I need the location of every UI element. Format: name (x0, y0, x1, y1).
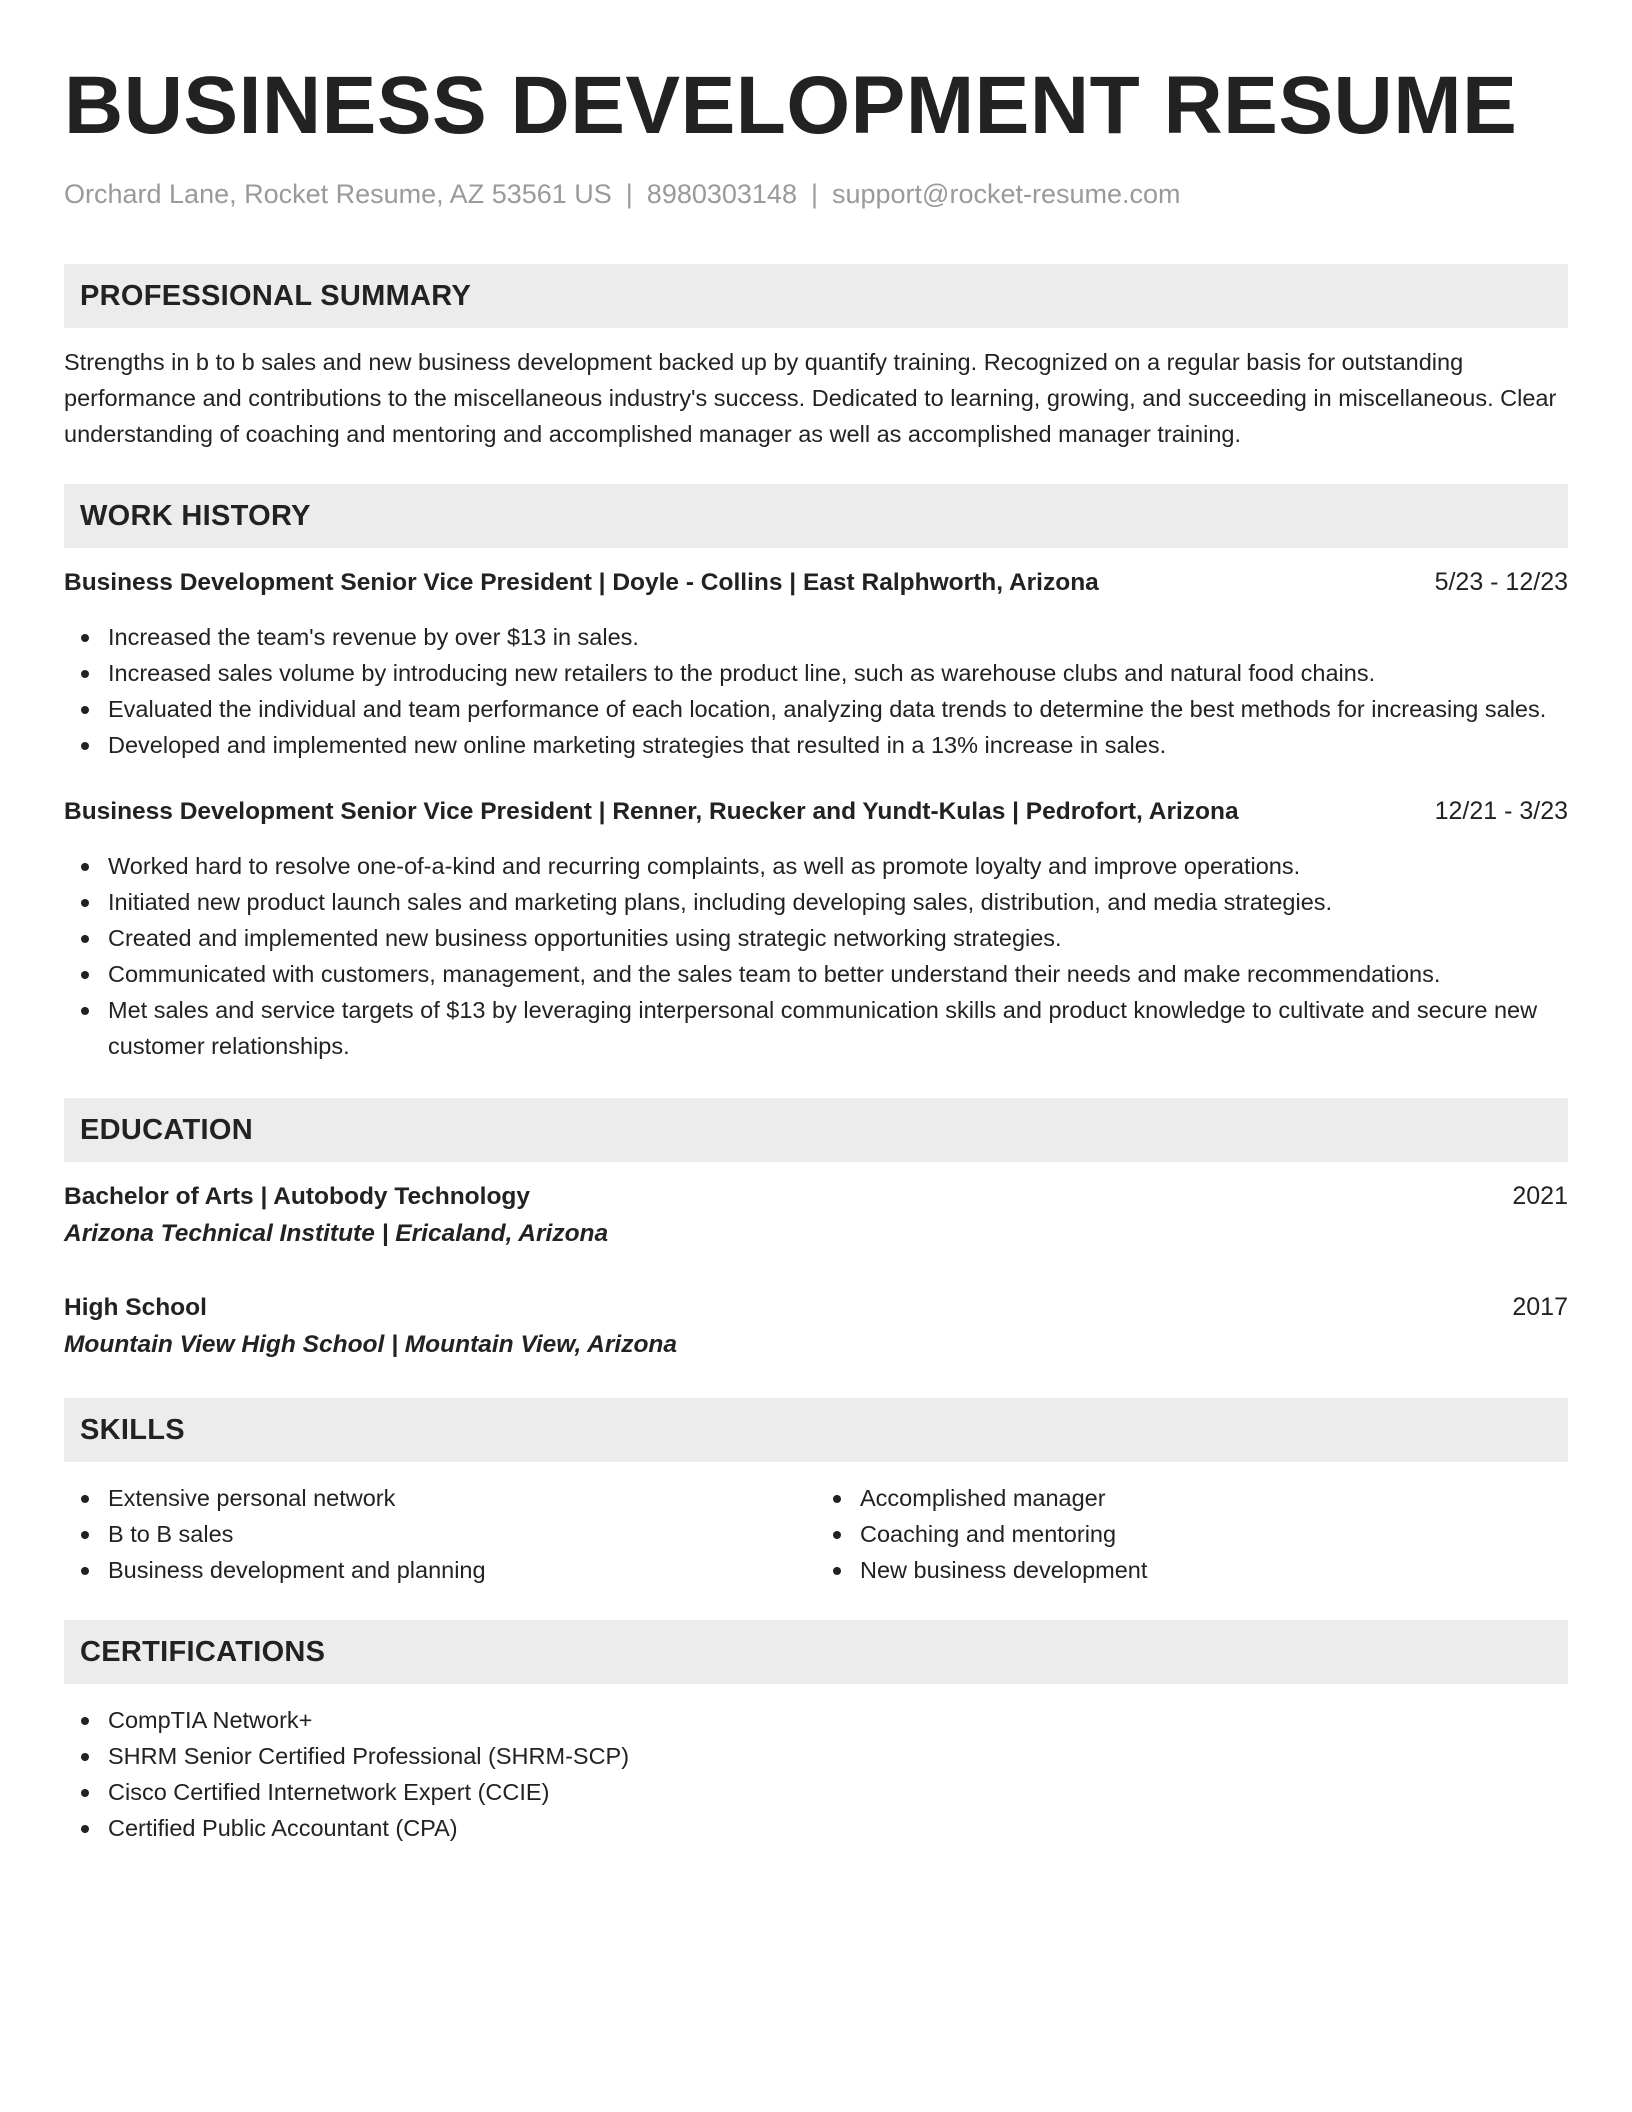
section-heading-education: EDUCATION (64, 1098, 1568, 1162)
certification-item: CompTIA Network+ (64, 1702, 1568, 1738)
section-heading-summary: PROFESSIONAL SUMMARY (64, 264, 1568, 328)
education-degree: Bachelor of Arts | Autobody Technology (64, 1183, 531, 1210)
education-year: 2017 (1512, 1293, 1568, 1321)
education-degree: High School (64, 1294, 207, 1321)
job-bullet: Increased the team's revenue by over $13 in sales. (64, 619, 1568, 655)
section-heading-certifications: CERTIFICATIONS (64, 1620, 1568, 1684)
job-header (64, 564, 1568, 601)
job-bullet: Communicated with customers, management, and the sales team to better understand their needs and make recommendations. (64, 956, 1568, 992)
education-header (64, 1289, 1568, 1326)
education-header (64, 1178, 1568, 1215)
summary-text: Strengths in b to b sales and new business development backed up by quantify training. Recognized on a regular basis for outstanding performance and contributions to the miscellaneous industry's success. Dedicated to learning, growing, and succeeding in miscellaneous. Clear understanding of coaching and mentoring and accomplished manager as well as accomplished manager training. (64, 349, 1557, 447)
skills-list (816, 1480, 1568, 1588)
contact-separator: | (625, 179, 633, 209)
skills-column-right (816, 1480, 1568, 1588)
contact-address: Orchard Lane, Rocket Resume, AZ 53561 US (64, 179, 612, 209)
certifications-list (64, 1702, 1568, 1846)
education-entry (64, 1289, 1568, 1364)
skill-item: Extensive personal network (64, 1480, 816, 1516)
job-header (64, 793, 1568, 830)
contact-line (64, 176, 1568, 212)
job-bullet: Initiated new product launch sales and marketing plans, including developing sales, distribution, and media strategies. (64, 884, 1568, 920)
job-bullet: Evaluated the individual and team performance of each location, analyzing data trends to determine the best methods for increasing sales. (64, 691, 1568, 727)
education-year: 2021 (1512, 1182, 1568, 1210)
skills-grid (64, 1480, 1568, 1588)
skill-item: Business development and planning (64, 1552, 816, 1588)
job-bullets (64, 619, 1568, 763)
job-title: Business Development Senior Vice President | Renner, Ruecker and Yundt-Kulas | Pedrofort, Arizona (64, 798, 1239, 825)
job-bullet: Worked hard to resolve one-of-a-kind and recurring complaints, as well as promote loyalty and improve operations. (64, 848, 1568, 884)
job-entry (64, 793, 1568, 1064)
certification-item: Certified Public Accountant (CPA) (64, 1810, 1568, 1846)
job-dates: 12/21 - 3/23 (1434, 797, 1568, 825)
job-bullet: Created and implemented new business opportunities using strategic networking strategies. (64, 920, 1568, 956)
job-bullet: Increased sales volume by introducing new retailers to the product line, such as warehouse clubs and natural food chains. (64, 655, 1568, 691)
skill-item: Accomplished manager (816, 1480, 1568, 1516)
skill-item: B to B sales (64, 1516, 816, 1552)
job-title: Business Development Senior Vice President | Doyle - Collins | East Ralphworth, Arizona (64, 569, 1099, 596)
job-dates: 5/23 - 12/23 (1434, 568, 1568, 596)
certification-item: Cisco Certified Internetwork Expert (CCIE) (64, 1774, 1568, 1810)
skills-list (64, 1480, 816, 1588)
job-bullet: Developed and implemented new online marketing strategies that resulted in a 13% increase in sales. (64, 727, 1568, 763)
resume-title: BUSINESS DEVELOPMENT RESUME (64, 60, 1518, 151)
job-entry (64, 564, 1568, 763)
skill-item: New business development (816, 1552, 1568, 1588)
section-heading-work-history: WORK HISTORY (64, 484, 1568, 548)
contact-separator: | (810, 179, 818, 209)
education-school: Arizona Technical Institute | Ericaland, Arizona (64, 1220, 609, 1247)
section-heading-skills: SKILLS (64, 1398, 1568, 1462)
education-entry (64, 1178, 1568, 1253)
job-bullet: Met sales and service targets of $13 by leveraging interpersonal communication skills and product knowledge to cultivate and secure new customer relationships. (64, 992, 1568, 1064)
contact-phone: 8980303148 (646, 179, 797, 209)
education-school: Mountain View High School | Mountain View, Arizona (64, 1331, 678, 1358)
skills-column-left (64, 1480, 816, 1588)
certification-item: SHRM Senior Certified Professional (SHRM-SCP) (64, 1738, 1568, 1774)
contact-email: support@rocket-resume.com (831, 179, 1181, 209)
job-bullets (64, 848, 1568, 1064)
skill-item: Coaching and mentoring (816, 1516, 1568, 1552)
